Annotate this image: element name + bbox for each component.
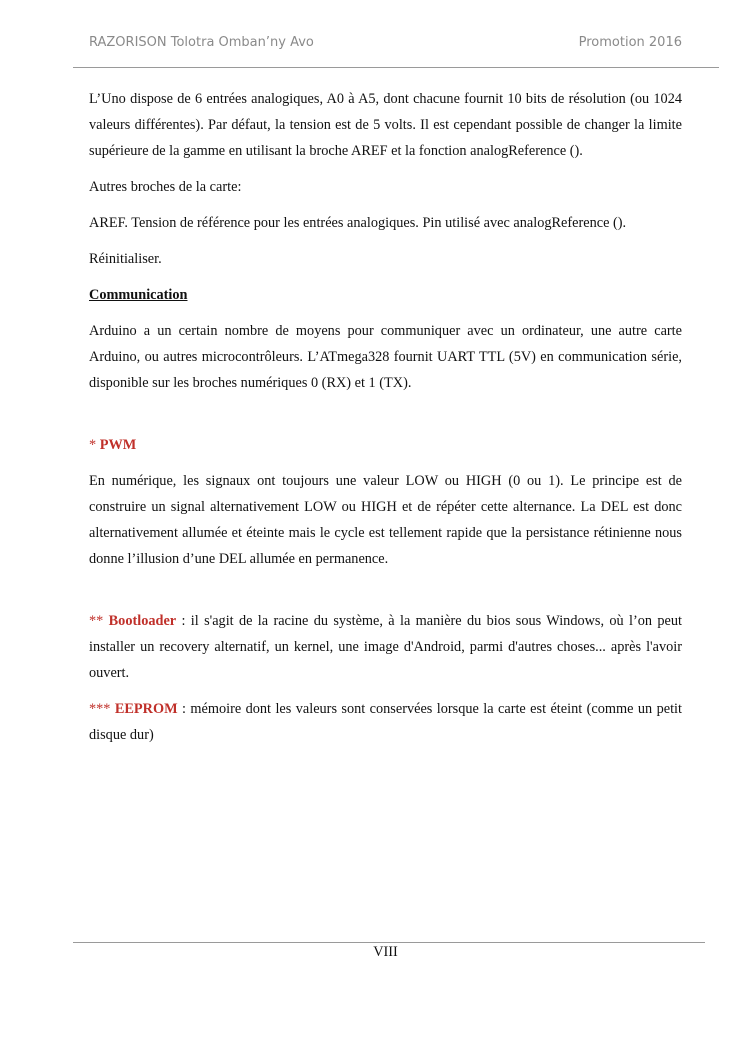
paragraph-communication: Arduino a un certain nombre de moyens pour communiquer avec un ordinateur, une autre carte Arduino, ou autres microcontrôleurs. L’ATmega328 fournit UART TTL (5V) en communication série, disponible sur les broches numériques 0 (RX) et 1 (TX). bbox=[89, 323, 682, 391]
eeprom-term: EEPROM bbox=[114, 701, 178, 717]
paragraph-analog-inputs: L’Uno dispose de 6 entrées analogiques, A0 à A5, dont chacune fournit 10 bits de résolution (ou 1024 valeurs différentes). Par défaut, la tension est de 5 volts. Il est cependant possible de changer la limite supérieure de la gamme en utilisant la broche AREF et la fonction analogReference (). bbox=[89, 91, 682, 159]
paragraph-bootloader bbox=[89, 608, 682, 686]
bootloader-stars: ** bbox=[89, 613, 109, 629]
communication-heading: Communication bbox=[89, 287, 188, 303]
bootloader-text: : il s'agit de la racine du système, à la manière du bios sous Windows, où l’on peut installer un recovery alternatif, un kernel, une image d'Android, parmi d'autres choses... après l'avoir ouvert. bbox=[89, 613, 683, 681]
header-author: RAZORISON Tolotra Omban’ny Avo bbox=[89, 35, 314, 50]
paragraph-pwm: En numérique, les signaux ont toujours une valeur LOW ou HIGH (0 ou 1). Le principe est de construire un signal alternativement LOW ou HIGH et de répéter cette alternance. La DEL est donc alternativement allumée et éteinte mais le cycle est tellement rapide que la persistance rétinienne nous donne l’illusion d’une DEL allumée en permanence. bbox=[89, 473, 682, 567]
bootloader-term: Bootloader bbox=[108, 613, 177, 629]
communication-heading-line bbox=[89, 282, 682, 308]
page-header bbox=[89, 35, 682, 55]
footer-divider bbox=[73, 942, 705, 943]
pwm-heading bbox=[89, 432, 682, 458]
header-divider bbox=[73, 67, 719, 68]
paragraph-other-pins: Autres broches de la carte: bbox=[89, 179, 242, 195]
pwm-term: PWM bbox=[99, 437, 137, 453]
page-number: VIII bbox=[373, 944, 398, 960]
paragraph-eeprom bbox=[89, 696, 682, 748]
eeprom-text: : mémoire dont les valeurs sont conservées lorsque la carte est éteint (comme un petit disque dur) bbox=[89, 701, 682, 743]
paragraph-reset: Réinitialiser. bbox=[89, 251, 162, 267]
pwm-stars: * bbox=[89, 437, 100, 453]
header-promotion: Promotion 2016 bbox=[578, 35, 682, 50]
page-body bbox=[89, 86, 682, 758]
eeprom-stars: *** bbox=[89, 701, 115, 717]
paragraph-aref: AREF. Tension de référence pour les entrées analogiques. Pin utilisé avec analogReference (). bbox=[89, 215, 627, 231]
